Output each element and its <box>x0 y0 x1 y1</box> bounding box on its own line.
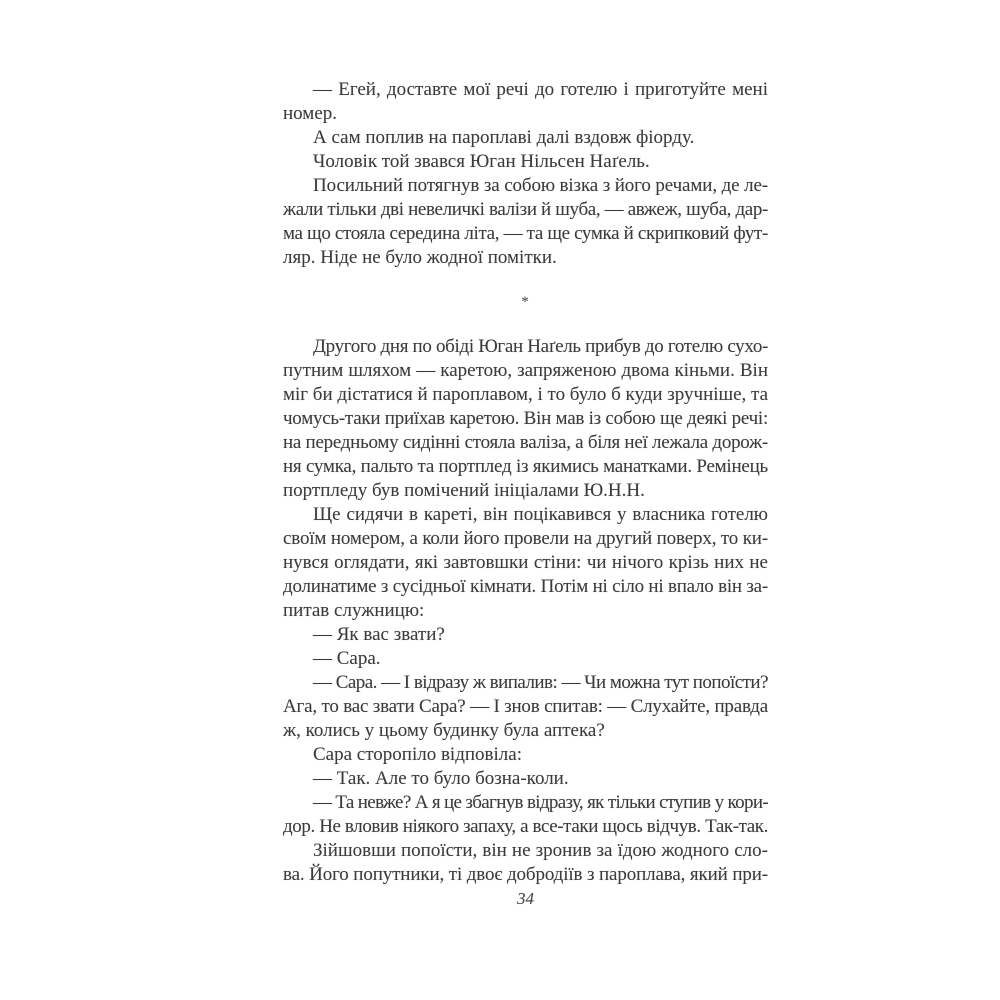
text-line-content: Посильний потягнув за собою візка з його речами, де ле- <box>313 175 768 196</box>
text-line <box>283 222 768 246</box>
text-line <box>283 647 768 671</box>
text-block <box>283 78 768 887</box>
paragraph <box>283 647 768 671</box>
paragraph <box>283 150 768 174</box>
text-line-content: ма що стояла середина літа, — та ще сумка й скрипковий фут- <box>283 223 768 244</box>
text-line <box>283 102 768 126</box>
text-line <box>283 839 768 863</box>
text-line <box>283 623 768 647</box>
text-line-content: дор. Не вловив ніякого запаху, а все-таки щось відчув. Так-так. <box>283 816 768 837</box>
page-number: 34 <box>517 889 534 908</box>
text-line <box>283 431 768 455</box>
text-line-content: Чоловік той звався Юган Нільсен Наґель. <box>313 151 650 172</box>
text-line <box>283 174 768 198</box>
text-line-content: своїм номером, а коли його провели на другий поверх, то ки- <box>283 528 768 549</box>
section-separator: * <box>521 294 530 310</box>
text-line <box>283 78 768 102</box>
text-line <box>283 198 768 222</box>
text-line-content: ва. Його попутники, ті двоє добродіїв з пароплава, який при- <box>283 864 768 885</box>
paragraph <box>283 791 768 839</box>
text-line-content: жали тільки дві невеличкі валізи й шуба, — авжеж, шуба, дар- <box>283 199 768 220</box>
text-line <box>283 527 768 551</box>
text-line <box>283 695 768 719</box>
text-line-content: — Як вас звати? <box>313 624 445 645</box>
text-line <box>283 863 768 887</box>
paragraph <box>283 503 768 623</box>
text-line-content: ня сумка, пальто та портплед із якимись манатками. Ремінець <box>283 456 768 477</box>
text-line-content: на передньому сидінні стояла валіза, а біля неї лежала дорож- <box>283 432 768 453</box>
text-line-content: — Егей, доставте мої речі до готелю і приготуйте мені <box>313 79 768 100</box>
text-line <box>283 551 768 575</box>
text-line-content: Ага, то вас звати Сара? — І знов спитав: — Слухайте, правда <box>283 696 768 717</box>
text-line-content: — Сара. — І відразу ж випалив: — Чи можна тут попоїсти? <box>313 672 768 693</box>
text-line <box>283 671 768 695</box>
paragraph <box>283 78 768 126</box>
paragraph <box>283 623 768 647</box>
text-line <box>283 719 768 743</box>
paragraph <box>283 335 768 503</box>
text-line-content: нувся оглядати, які завтовшки стіни: чи нічого крізь них не <box>283 552 768 573</box>
text-line-content: путним шляхом — каретою, запряженою двома кіньми. Він <box>283 360 768 381</box>
text-line-content: Зійшовши попоїсти, він не зронив за їдою жодного сло- <box>313 840 768 861</box>
paragraph <box>283 767 768 791</box>
text-line <box>283 246 768 270</box>
paragraph <box>283 174 768 270</box>
text-line <box>283 815 768 839</box>
text-line-content: долинатиме з сусідньої кімнати. Потім ні сіло ні впало він за- <box>283 576 768 597</box>
text-line <box>283 767 768 791</box>
text-line-content: — Сара. <box>313 648 381 669</box>
text-line <box>283 126 768 150</box>
text-line <box>283 383 768 407</box>
text-line <box>283 575 768 599</box>
text-line <box>283 743 768 767</box>
text-line <box>283 455 768 479</box>
text-line-content: Другого дня по обіді Юган Наґель прибув до готелю сухо- <box>313 336 768 357</box>
text-line-content: Ще сидячи в кареті, він поцікавився у власника готелю <box>313 504 768 525</box>
text-line <box>283 407 768 431</box>
text-line <box>283 791 768 815</box>
text-line-content: Сара сторопіло відповіла: <box>313 744 522 765</box>
text-line-content: номер. <box>283 103 338 124</box>
text-line-content: портпледу був помічений ініціалами Ю.Н.Н. <box>283 480 645 501</box>
text-line-content: чомусь-таки приїхав каретою. Він мав із собою ще деякі речі: <box>283 408 768 429</box>
paragraph <box>283 126 768 150</box>
text-line <box>283 503 768 527</box>
paragraph <box>283 743 768 767</box>
text-line-content: ж, колись у цьому будинку була аптека? <box>283 720 605 741</box>
text-line-content: А сам поплив на пароплаві далі вздовж фіорду. <box>313 127 695 148</box>
text-line-content: міг би дістатися й пароплавом, і то було б куди зручніше, та <box>283 384 768 405</box>
text-line-content: ляр. Ніде не було жодної помітки. <box>283 247 557 268</box>
text-line <box>283 359 768 383</box>
text-line <box>283 479 768 503</box>
paragraph <box>283 671 768 743</box>
text-line <box>283 150 768 174</box>
text-line-content: питав служницю: <box>283 600 425 621</box>
paragraph <box>283 839 768 887</box>
text-line-content: — Та невже? А я це збагнув відразу, як тільки ступив у кори- <box>313 792 768 813</box>
text-line <box>283 599 768 623</box>
text-line-content: — Так. Але то було бозна-коли. <box>313 768 569 789</box>
text-line <box>283 335 768 359</box>
